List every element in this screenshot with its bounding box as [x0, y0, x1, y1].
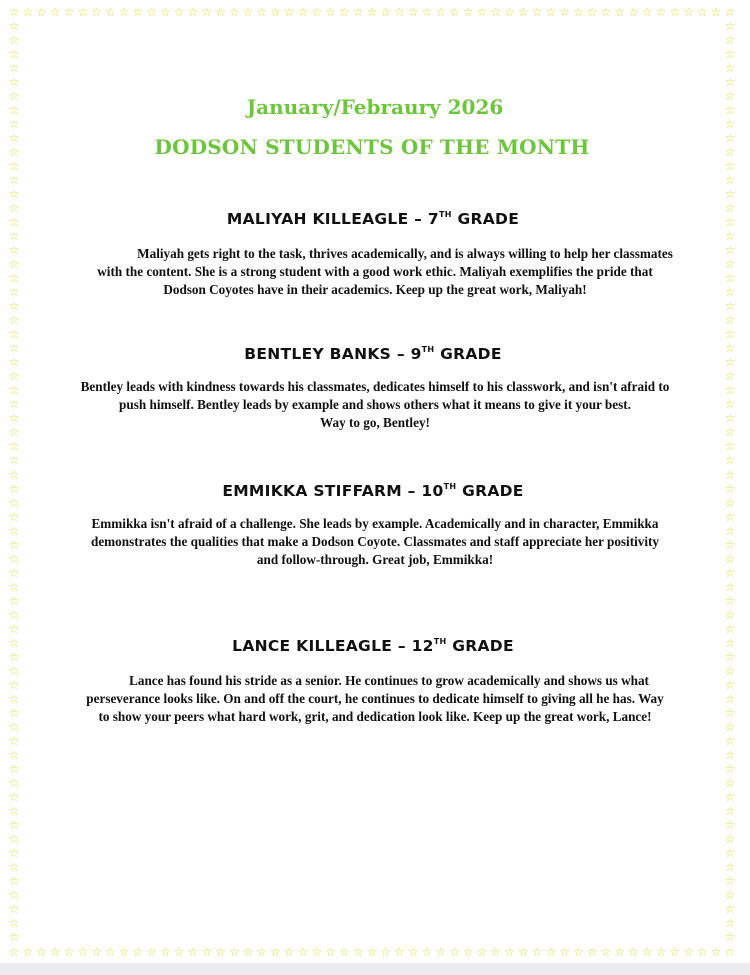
star-outline-icon: ☆ [118, 945, 130, 959]
star-outline-icon: ☆ [724, 551, 736, 566]
star-outline-icon: ☆ [8, 747, 20, 762]
star-outline-icon: ☆ [724, 341, 736, 356]
star-border-top [8, 6, 736, 18]
star-outline-icon: ☆ [8, 789, 20, 804]
grade-label: GRADE [434, 345, 502, 363]
star-outline-icon: ☆ [8, 635, 20, 650]
star-outline-icon: ☆ [724, 761, 736, 776]
star-outline-icon: ☆ [724, 873, 736, 888]
star-outline-icon: ☆ [8, 453, 20, 468]
star-outline-icon: ☆ [8, 873, 20, 888]
star-outline-icon: ☆ [338, 5, 350, 19]
star-outline-icon: ☆ [160, 5, 171, 19]
star-outline-icon: ☆ [380, 5, 392, 19]
star-outline-icon: ☆ [724, 327, 736, 342]
star-outline-icon: ☆ [270, 5, 281, 19]
star-outline-icon: ☆ [724, 845, 736, 860]
star-outline-icon: ☆ [311, 5, 323, 19]
star-outline-icon: ☆ [462, 945, 474, 959]
star-outline-icon: ☆ [187, 5, 199, 19]
student-description-bentley [40, 378, 710, 432]
star-outline-icon: ☆ [8, 565, 20, 580]
star-outline-icon: ☆ [160, 945, 171, 959]
page-date: January/Febraury 2026 [246, 95, 504, 119]
star-outline-icon: ☆ [724, 61, 736, 76]
star-outline-icon: ☆ [325, 945, 336, 959]
star-outline-icon: ☆ [724, 495, 736, 510]
star-outline-icon: ☆ [8, 649, 20, 664]
star-outline-icon: ☆ [8, 19, 20, 33]
star-outline-icon: ☆ [490, 945, 502, 959]
star-outline-icon: ☆ [8, 439, 20, 454]
star-outline-icon: ☆ [641, 945, 653, 959]
star-outline-icon: ☆ [545, 5, 557, 19]
star-outline-icon: ☆ [8, 187, 20, 202]
star-outline-icon: ☆ [724, 187, 736, 202]
star-outline-icon: ☆ [8, 705, 20, 720]
star-outline-icon: ☆ [201, 945, 213, 959]
star-outline-icon: ☆ [545, 945, 557, 959]
star-outline-icon: ☆ [77, 945, 89, 959]
star-outline-icon: ☆ [49, 945, 61, 959]
star-outline-icon: ☆ [655, 945, 667, 959]
student-heading-bentley [0, 345, 746, 363]
star-outline-icon: ☆ [242, 5, 254, 19]
star-outline-icon: ☆ [8, 201, 20, 216]
grade-label: GRADE [446, 637, 514, 655]
star-outline-icon: ☆ [724, 313, 736, 328]
star-outline-icon: ☆ [91, 5, 102, 19]
star-outline-icon: ☆ [724, 369, 736, 384]
star-outline-icon: ☆ [724, 131, 736, 146]
star-outline-icon: ☆ [173, 5, 185, 19]
star-outline-icon: ☆ [724, 355, 736, 370]
star-outline-icon: ☆ [517, 5, 529, 19]
star-outline-icon: ☆ [710, 945, 722, 959]
star-outline-icon: ☆ [421, 945, 433, 959]
star-outline-icon: ☆ [724, 453, 736, 468]
star-outline-icon: ☆ [724, 523, 736, 538]
student-heading-emmikka [0, 482, 746, 500]
star-outline-icon: ☆ [517, 945, 529, 959]
star-outline-icon: ☆ [256, 5, 268, 19]
star-outline-icon: ☆ [8, 537, 20, 552]
star-outline-icon: ☆ [297, 945, 309, 959]
star-outline-icon: ☆ [297, 5, 309, 19]
star-outline-icon: ☆ [724, 89, 736, 104]
star-outline-icon: ☆ [724, 705, 736, 720]
star-outline-icon: ☆ [724, 663, 736, 678]
description-line: Way to go, Bentley! [320, 415, 430, 430]
bottom-margin-strip [0, 963, 750, 975]
star-outline-icon: ☆ [201, 5, 213, 19]
star-outline-icon: ☆ [407, 945, 419, 959]
star-outline-icon: ☆ [724, 229, 736, 244]
student-name: EMMIKKA STIFFARM – 10 [222, 482, 444, 500]
star-outline-icon: ☆ [669, 945, 681, 959]
description-line: Emmikka isn't afraid of a challenge. She leads by example. Academically and in character, Emmikka [91, 516, 659, 531]
star-outline-icon: ☆ [724, 397, 736, 412]
star-outline-icon: ☆ [724, 425, 736, 440]
star-outline-icon: ☆ [724, 930, 736, 945]
star-outline-icon: ☆ [669, 5, 681, 19]
star-outline-icon: ☆ [724, 467, 736, 482]
star-outline-icon: ☆ [8, 103, 20, 118]
star-outline-icon: ☆ [8, 761, 20, 776]
star-outline-icon: ☆ [8, 579, 20, 594]
star-outline-icon: ☆ [696, 945, 708, 959]
star-outline-icon: ☆ [573, 945, 584, 959]
star-outline-icon: ☆ [8, 299, 20, 314]
star-outline-icon: ☆ [724, 439, 736, 454]
star-outline-icon: ☆ [449, 945, 460, 959]
star-outline-icon: ☆ [228, 5, 240, 19]
star-outline-icon: ☆ [91, 945, 102, 959]
star-outline-icon: ☆ [490, 5, 502, 19]
star-outline-icon: ☆ [724, 831, 736, 846]
star-outline-icon: ☆ [628, 945, 639, 959]
star-outline-icon: ☆ [325, 5, 336, 19]
star-outline-icon: ☆ [8, 173, 20, 188]
student-heading-lance [0, 637, 746, 655]
description-line: to show your peers what hard work, grit, and dedication look like. Keep up the great work, Lance! [98, 709, 652, 724]
star-outline-icon: ☆ [49, 5, 61, 19]
star-outline-icon: ☆ [8, 397, 20, 412]
star-outline-icon: ☆ [724, 47, 736, 62]
star-outline-icon: ☆ [724, 649, 736, 664]
star-outline-icon: ☆ [683, 945, 694, 959]
star-outline-icon: ☆ [8, 509, 20, 524]
star-outline-icon: ☆ [724, 817, 736, 832]
star-outline-icon: ☆ [270, 945, 281, 959]
star-outline-icon: ☆ [8, 607, 20, 622]
star-outline-icon: ☆ [118, 5, 130, 19]
star-outline-icon: ☆ [600, 5, 612, 19]
star-outline-icon: ☆ [173, 945, 185, 959]
grade-ordinal: TH [421, 344, 435, 354]
star-outline-icon: ☆ [628, 5, 639, 19]
star-outline-icon: ☆ [724, 677, 736, 692]
star-outline-icon: ☆ [394, 945, 405, 959]
star-outline-icon: ☆ [504, 945, 515, 959]
star-outline-icon: ☆ [724, 75, 736, 90]
grade-ordinal: TH [433, 636, 447, 646]
star-outline-icon: ☆ [8, 677, 20, 692]
star-outline-icon: ☆ [724, 733, 736, 748]
student-name: LANCE KILLEAGLE – 12 [232, 637, 434, 655]
star-outline-icon: ☆ [283, 5, 295, 19]
star-outline-icon: ☆ [215, 945, 226, 959]
star-outline-icon: ☆ [8, 33, 20, 48]
page-title: DODSON STUDENTS OF THE MONTH [154, 135, 590, 159]
star-outline-icon: ☆ [407, 5, 419, 19]
star-outline-icon: ☆ [8, 257, 20, 272]
star-outline-icon: ☆ [476, 945, 488, 959]
grade-ordinal: TH [443, 481, 457, 491]
star-outline-icon: ☆ [242, 945, 254, 959]
star-outline-icon: ☆ [724, 33, 736, 48]
description-line: push himself. Bentley leads by example and shows others what it means to give it your best. [119, 397, 631, 412]
star-outline-icon: ☆ [8, 945, 20, 959]
star-outline-icon: ☆ [394, 5, 405, 19]
star-outline-icon: ☆ [352, 5, 364, 19]
star-outline-icon: ☆ [724, 285, 736, 300]
star-outline-icon: ☆ [559, 5, 570, 19]
star-outline-icon: ☆ [8, 131, 20, 146]
star-outline-icon: ☆ [724, 635, 736, 650]
star-outline-icon: ☆ [449, 5, 460, 19]
star-outline-icon: ☆ [352, 945, 364, 959]
star-outline-icon: ☆ [724, 481, 736, 496]
star-outline-icon: ☆ [724, 607, 736, 622]
star-outline-icon: ☆ [724, 173, 736, 188]
star-outline-icon: ☆ [8, 229, 20, 244]
star-outline-icon: ☆ [435, 5, 447, 19]
star-outline-icon: ☆ [724, 691, 736, 706]
star-outline-icon: ☆ [655, 5, 667, 19]
star-outline-icon: ☆ [683, 5, 694, 19]
star-outline-icon: ☆ [614, 945, 626, 959]
star-outline-icon: ☆ [146, 5, 158, 19]
star-outline-icon: ☆ [228, 945, 240, 959]
star-outline-icon: ☆ [104, 5, 116, 19]
star-outline-icon: ☆ [724, 775, 736, 790]
star-outline-icon: ☆ [8, 411, 20, 426]
grade-label: GRADE [451, 210, 520, 228]
star-outline-icon: ☆ [586, 5, 598, 19]
star-outline-icon: ☆ [724, 565, 736, 580]
star-outline-icon: ☆ [8, 859, 20, 874]
star-outline-icon: ☆ [476, 5, 488, 19]
star-outline-icon: ☆ [600, 945, 612, 959]
star-outline-icon: ☆ [187, 945, 199, 959]
star-outline-icon: ☆ [710, 5, 722, 19]
star-outline-icon: ☆ [724, 859, 736, 874]
star-outline-icon: ☆ [8, 467, 20, 482]
description-line: Maliyah gets right to the task, thrives academically, and is always willing to help her classmates [137, 246, 673, 261]
star-outline-icon: ☆ [311, 945, 323, 959]
star-outline-icon: ☆ [8, 313, 20, 328]
star-outline-icon: ☆ [8, 5, 20, 19]
star-outline-icon: ☆ [283, 945, 295, 959]
star-outline-icon: ☆ [724, 887, 736, 902]
star-outline-icon: ☆ [724, 411, 736, 426]
star-outline-icon: ☆ [421, 5, 433, 19]
star-outline-icon: ☆ [8, 691, 20, 706]
star-outline-icon: ☆ [8, 817, 20, 832]
star-outline-icon: ☆ [8, 341, 20, 356]
star-outline-icon: ☆ [724, 789, 736, 804]
star-outline-icon: ☆ [724, 257, 736, 272]
description-line: Bentley leads with kindness towards his classmates, dedicates himself to his classwork, and isn't afraid to [80, 379, 670, 394]
star-outline-icon: ☆ [22, 945, 34, 959]
star-outline-icon: ☆ [8, 621, 20, 636]
star-outline-icon: ☆ [8, 733, 20, 748]
star-outline-icon: ☆ [366, 945, 378, 959]
star-outline-icon: ☆ [104, 945, 116, 959]
star-outline-icon: ☆ [531, 5, 543, 19]
star-outline-icon: ☆ [132, 5, 144, 19]
star-outline-icon: ☆ [8, 369, 20, 384]
star-outline-icon: ☆ [573, 5, 584, 19]
star-outline-icon: ☆ [77, 5, 89, 19]
star-outline-icon: ☆ [724, 719, 736, 734]
star-outline-icon: ☆ [724, 159, 736, 174]
star-outline-icon: ☆ [8, 845, 20, 860]
star-outline-icon: ☆ [724, 243, 736, 258]
grade-label: GRADE [456, 482, 524, 500]
star-outline-icon: ☆ [22, 5, 34, 19]
student-description-emmikka [40, 515, 710, 569]
star-outline-icon: ☆ [366, 5, 378, 19]
star-outline-icon: ☆ [8, 803, 20, 818]
star-outline-icon: ☆ [63, 945, 75, 959]
star-outline-icon: ☆ [215, 5, 226, 19]
star-outline-icon: ☆ [724, 945, 736, 959]
star-outline-icon: ☆ [724, 201, 736, 216]
star-outline-icon: ☆ [8, 775, 20, 790]
star-outline-icon: ☆ [462, 5, 474, 19]
star-outline-icon: ☆ [8, 47, 20, 62]
student-description-lance [40, 672, 710, 726]
star-outline-icon: ☆ [724, 579, 736, 594]
star-outline-icon: ☆ [8, 481, 20, 496]
grade-ordinal: TH [439, 209, 452, 219]
star-outline-icon: ☆ [8, 523, 20, 538]
star-outline-icon: ☆ [8, 663, 20, 678]
star-outline-icon: ☆ [8, 930, 20, 945]
star-outline-icon: ☆ [63, 5, 75, 19]
star-outline-icon: ☆ [8, 551, 20, 566]
star-outline-icon: ☆ [614, 5, 626, 19]
star-outline-icon: ☆ [724, 271, 736, 286]
star-outline-icon: ☆ [724, 299, 736, 314]
star-outline-icon: ☆ [8, 593, 20, 608]
star-outline-icon: ☆ [8, 831, 20, 846]
star-outline-icon: ☆ [724, 747, 736, 762]
star-outline-icon: ☆ [8, 887, 20, 902]
star-outline-icon: ☆ [8, 916, 20, 930]
star-outline-icon: ☆ [338, 945, 350, 959]
star-outline-icon: ☆ [8, 355, 20, 370]
star-outline-icon: ☆ [724, 621, 736, 636]
star-outline-icon: ☆ [8, 145, 20, 160]
star-outline-icon: ☆ [724, 145, 736, 160]
description-line: demonstrates the qualities that make a Dodson Coyote. Classmates and staff appreciate her positivity [90, 534, 660, 549]
star-outline-icon: ☆ [724, 103, 736, 118]
star-outline-icon: ☆ [724, 19, 736, 33]
star-outline-icon: ☆ [8, 719, 20, 734]
description-line: Lance has found his stride as a senior. He continues to grow academically and shows us what [129, 673, 649, 688]
star-outline-icon: ☆ [8, 61, 20, 76]
star-outline-icon: ☆ [724, 117, 736, 132]
star-outline-icon: ☆ [8, 495, 20, 510]
star-outline-icon: ☆ [8, 425, 20, 440]
star-outline-icon: ☆ [8, 271, 20, 286]
star-outline-icon: ☆ [8, 901, 20, 916]
star-outline-icon: ☆ [531, 945, 543, 959]
star-outline-icon: ☆ [8, 215, 20, 230]
star-outline-icon: ☆ [559, 945, 570, 959]
star-outline-icon: ☆ [724, 916, 736, 930]
student-name: BENTLEY BANKS – 9 [244, 345, 422, 363]
star-outline-icon: ☆ [8, 159, 20, 174]
student-heading-maliyah [0, 210, 746, 228]
star-outline-icon: ☆ [724, 901, 736, 916]
description-line: and follow-through. Great job, Emmikka! [256, 552, 494, 567]
star-outline-icon: ☆ [724, 509, 736, 524]
star-outline-icon: ☆ [641, 5, 653, 19]
star-outline-icon: ☆ [724, 5, 736, 19]
star-outline-icon: ☆ [36, 5, 47, 19]
star-outline-icon: ☆ [696, 5, 708, 19]
star-outline-icon: ☆ [504, 5, 515, 19]
star-outline-icon: ☆ [724, 215, 736, 230]
student-description-maliyah [40, 245, 710, 299]
star-outline-icon: ☆ [724, 803, 736, 818]
star-outline-icon: ☆ [36, 945, 47, 959]
student-name: MALIYAH KILLEAGLE – 7 [226, 210, 440, 228]
star-outline-icon: ☆ [8, 285, 20, 300]
star-outline-icon: ☆ [8, 117, 20, 132]
description-line: with the content. She is a strong student with a good work ethic. Maliyah exemplifies the pride that [97, 264, 653, 279]
star-outline-icon: ☆ [146, 945, 158, 959]
star-outline-icon: ☆ [8, 383, 20, 398]
star-outline-icon: ☆ [724, 593, 736, 608]
star-outline-icon: ☆ [586, 945, 598, 959]
star-outline-icon: ☆ [435, 945, 447, 959]
star-outline-icon: ☆ [8, 75, 20, 90]
star-outline-icon: ☆ [8, 243, 20, 258]
star-outline-icon: ☆ [724, 537, 736, 552]
description-line: perseverance looks like. On and off the court, he continues to dedicate himself to giving all he has. Way [86, 691, 664, 706]
star-outline-icon: ☆ [132, 945, 144, 959]
star-outline-icon: ☆ [8, 89, 20, 104]
description-line: Dodson Coyotes have in their academics. Keep up the great work, Maliyah! [163, 282, 587, 297]
star-border-bottom [8, 946, 736, 958]
star-outline-icon: ☆ [724, 383, 736, 398]
star-outline-icon: ☆ [380, 945, 392, 959]
star-outline-icon: ☆ [8, 327, 20, 342]
star-outline-icon: ☆ [256, 945, 268, 959]
